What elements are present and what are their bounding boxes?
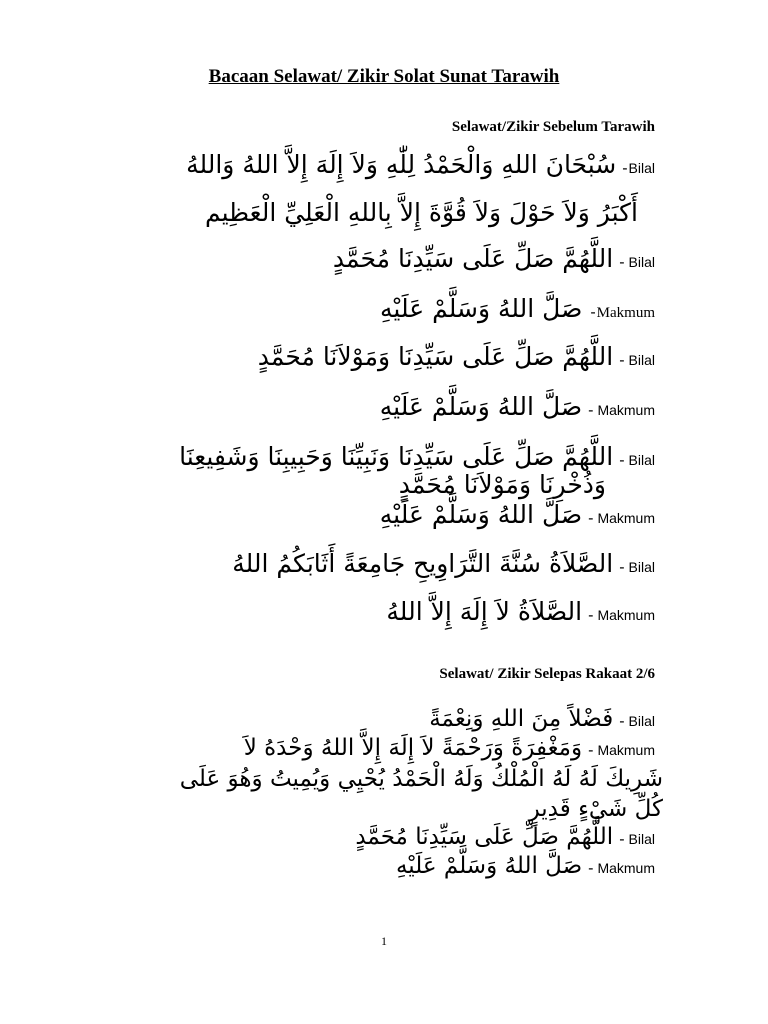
- list-item: [100, 470, 606, 499]
- speaker-label: Makmum: [597, 742, 655, 758]
- list-item: [100, 500, 655, 529]
- page-number: 1: [381, 934, 387, 948]
- arabic-text: صَلَّ اللهُ وَسَلَّمْ عَلَيْهِ: [395, 853, 583, 879]
- section-heading-before-tarawih: Selawat/Zikir Sebelum Tarawih: [451, 119, 655, 135]
- speaker-label: Makmum: [596, 305, 655, 321]
- speaker-label: Makmum: [597, 607, 655, 623]
- separator: -: [588, 510, 594, 527]
- speaker-label: Bilal: [628, 559, 655, 575]
- speaker-label: Makmum: [597, 860, 655, 876]
- arabic-text: وَمَغْفِرَةً وَرَحْمَةً لاَ إِلَهَ إِلاَّ اللهُ وَحْدَهُ لاَ: [243, 735, 583, 761]
- list-item: [100, 706, 655, 732]
- arabic-text: سُبْحَانَ اللهِ وَالْحَمْدُ لِلّٰهِ وَلاَ إِلَهَ إِلاَّ اللهُ وَاللهُ: [186, 150, 617, 179]
- separator: -: [619, 559, 625, 576]
- speaker-label: Bilal: [628, 452, 655, 468]
- speaker-label: Bilal: [628, 254, 655, 270]
- list-item: [100, 853, 655, 879]
- speaker-label: Bilal: [628, 713, 655, 729]
- arabic-text: صَلَّ اللهُ وَسَلَّمْ عَلَيْهِ: [380, 294, 583, 323]
- arabic-text: شَرِيكَ لَهُ لَهُ الْمُلْكُ وَلَهُ الْحَمْدُ يُحْيِي وَيُمِيتُ وَهُوَ عَلَى: [179, 766, 663, 792]
- list-item: [100, 549, 655, 578]
- separator: -: [619, 254, 625, 271]
- speaker-label: Bilal: [628, 160, 655, 176]
- arabic-text: اللَّهُمَّ صَلِّ عَلَى سَيِّدِنَا مُحَمَّدٍ: [332, 244, 614, 273]
- list-item: [100, 824, 655, 850]
- speaker-label: Bilal: [628, 831, 655, 847]
- separator: -: [622, 160, 628, 177]
- arabic-text: اللَّهُمَّ صَلِّ عَلَى سَيِّدِنَا مُحَمَّدٍ: [355, 824, 614, 850]
- separator: -: [619, 352, 625, 369]
- list-item: [100, 294, 655, 323]
- list-item: [100, 150, 655, 179]
- list-item: [80, 766, 663, 792]
- section-heading-after-rakaat: Selawat/ Zikir Selepas Rakaat 2/6: [439, 666, 655, 682]
- arabic-text: صَلَّ اللهُ وَسَلَّمْ عَلَيْهِ: [379, 392, 583, 421]
- speaker-label: Makmum: [597, 402, 655, 418]
- arabic-text: فَضْلاً مِنَ اللهِ وَنِعْمَةً: [429, 706, 614, 732]
- separator: -: [619, 713, 625, 730]
- arabic-text: الصَّلاَةُ سُنَّةَ التَّرَاوِيحِ جَامِعَةً أَثَابَكُمُ اللهُ: [232, 549, 614, 578]
- arabic-text: كُلِّ شَيْءٍ قَدِيرٍ: [528, 796, 663, 822]
- list-item: [100, 198, 638, 227]
- separator: -: [588, 742, 594, 759]
- list-item: [100, 597, 655, 626]
- speaker-label: Bilal: [628, 352, 655, 368]
- page-title: Bacaan Selawat/ Zikir Solat Sunat Tarawih: [208, 66, 560, 87]
- arabic-text: صَلَّ اللهُ وَسَلَّمْ عَلَيْهِ: [379, 500, 583, 529]
- arabic-text: اللَّهُمَّ صَلِّ عَلَى سَيِّدِنَا وَمَوْلاَنَا مُحَمَّدٍ: [257, 342, 614, 371]
- list-item: [100, 735, 655, 761]
- list-item: [100, 442, 655, 471]
- separator: -: [588, 607, 594, 624]
- separator: -: [619, 452, 625, 469]
- separator: -: [588, 860, 594, 877]
- arabic-text: أَكْبَرُ وَلاَ حَوْلَ وَلاَ قُوَّةَ إِلاَّ بِاللهِ الْعَلِيِّ الْعَظِيم: [204, 198, 638, 227]
- separator: -: [619, 831, 625, 848]
- list-item: [100, 244, 655, 273]
- separator: -: [588, 402, 594, 419]
- arabic-text: اللَّهُمَّ صَلِّ عَلَى سَيِّدِنَا وَنَبِيِّنَا وَحَبِيبِنَا وَشَفِيعِنَا: [179, 442, 614, 471]
- arabic-text: الصَّلاَةُ لاَ إِلَهَ إِلاَّ اللهُ: [386, 597, 583, 626]
- speaker-label: Makmum: [597, 510, 655, 526]
- list-item: [100, 796, 663, 822]
- list-item: [100, 342, 655, 371]
- separator: -: [590, 304, 596, 321]
- list-item: [100, 392, 655, 421]
- arabic-text: وَذُخْرِنَا وَمَوْلاَنَا مُحَمَّدٍ: [398, 470, 606, 499]
